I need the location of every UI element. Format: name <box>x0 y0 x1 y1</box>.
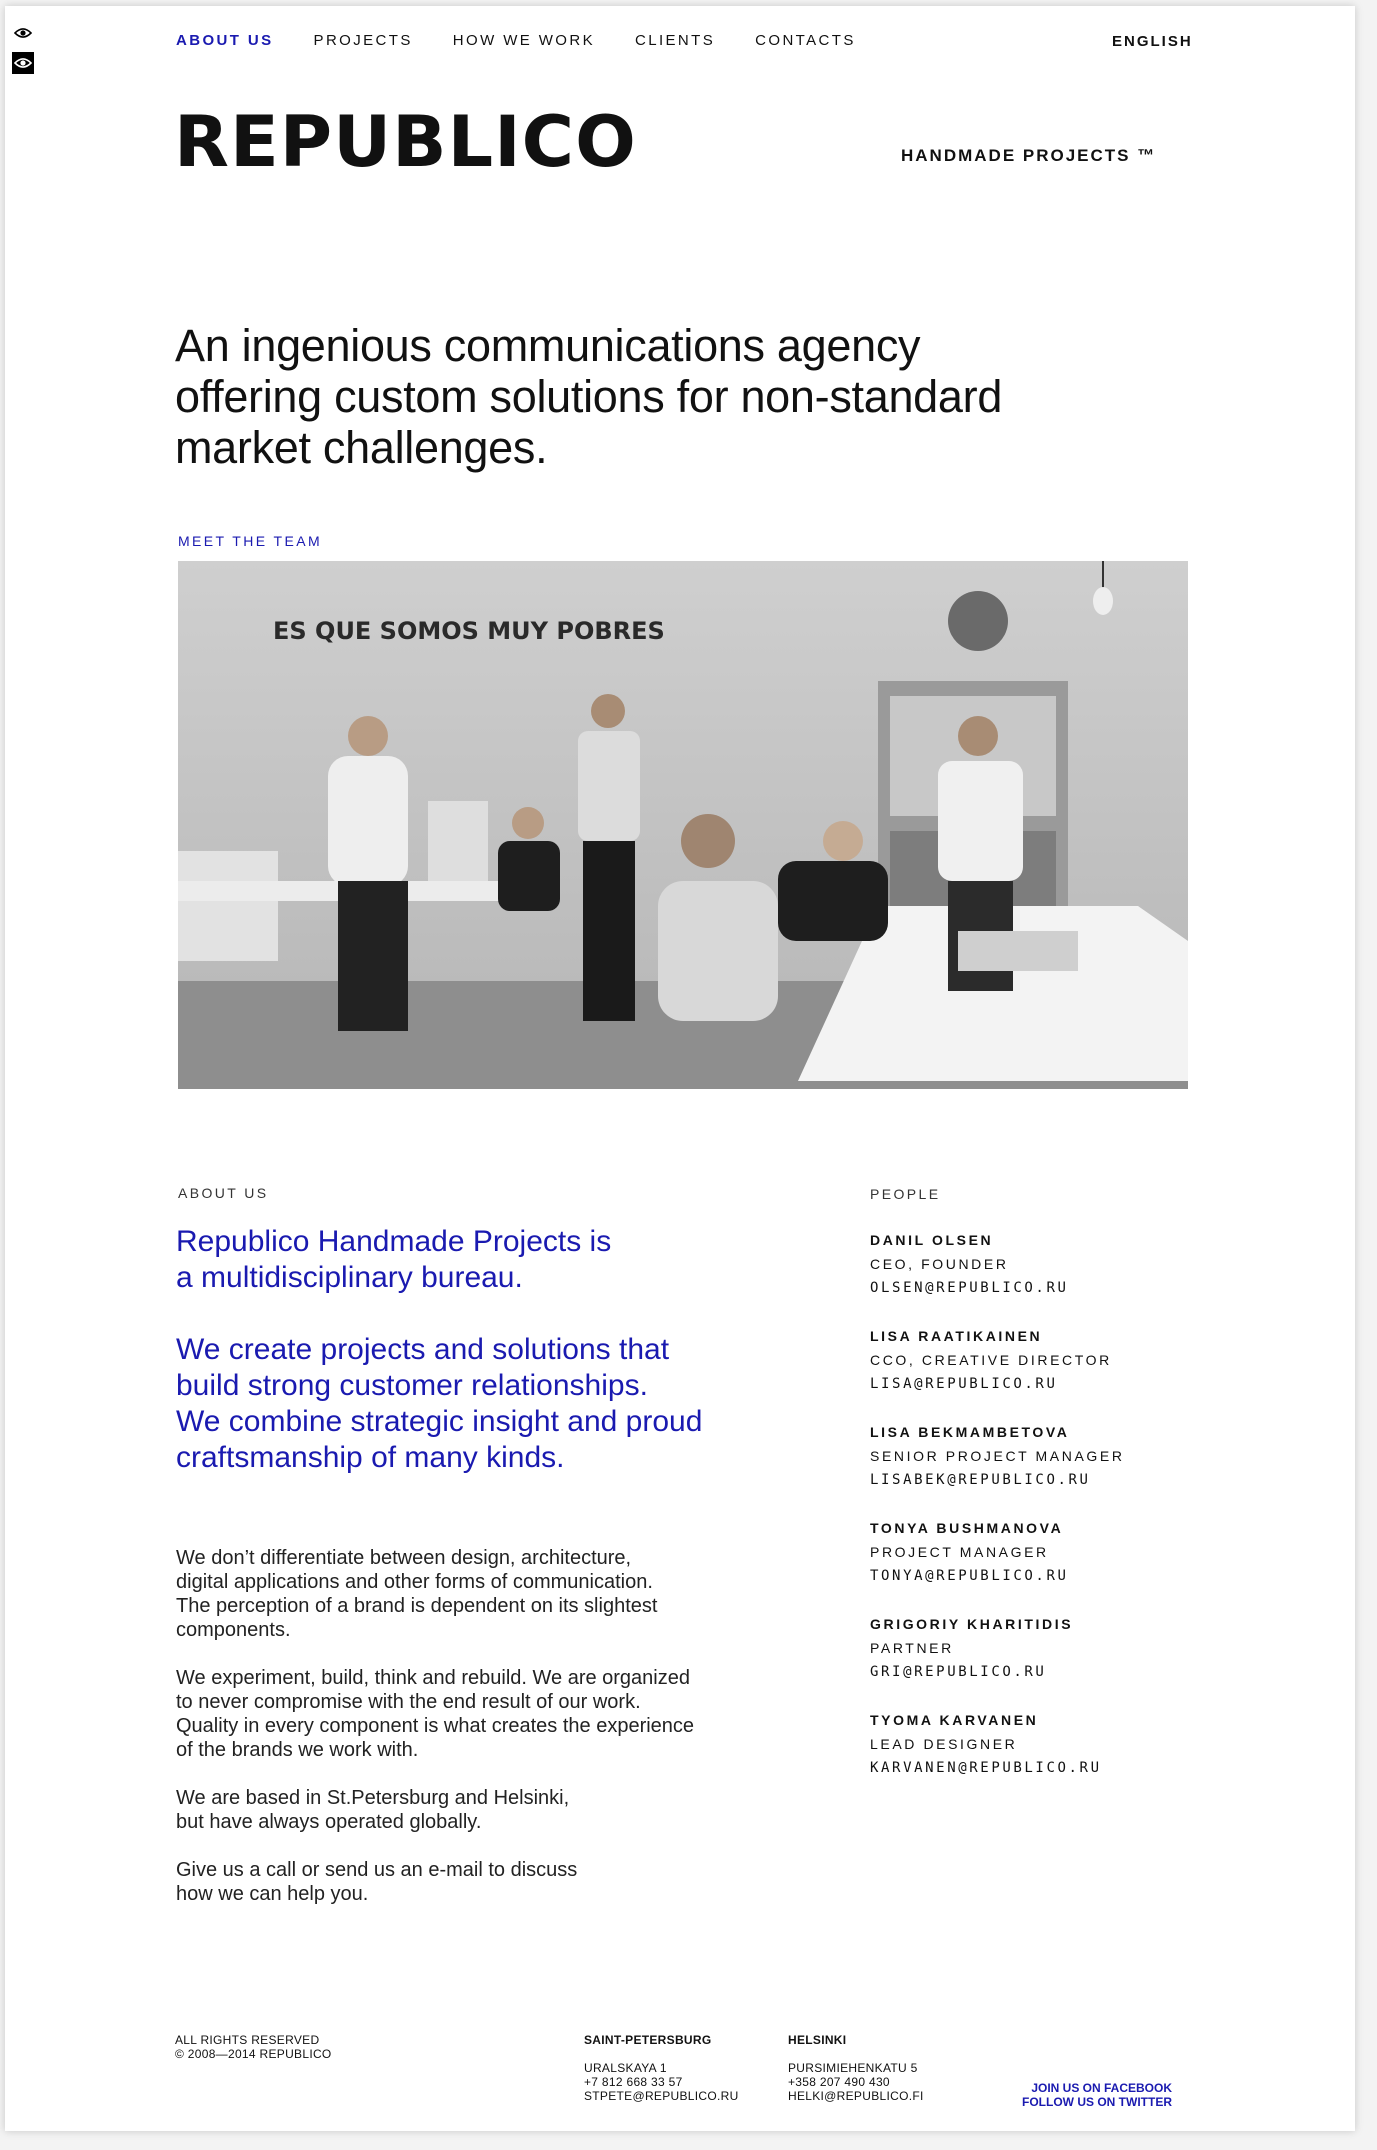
city-name: SAINT-PETERSBURG <box>584 2033 712 2047</box>
intro-paragraph <box>176 1332 816 1476</box>
person-role: SENIOR PROJECT MANAGER <box>870 1448 1125 1464</box>
twitter-link[interactable]: FOLLOW US ON TWITTER <box>1022 2095 1172 2109</box>
intro-line: a multidisciplinary bureau. <box>176 1261 523 1294</box>
eye-icon[interactable] <box>12 52 34 74</box>
footer-helsinki <box>788 2033 924 2103</box>
body-line: of the brands we work with. <box>176 1739 419 1761</box>
intro-paragraph <box>176 1224 816 1296</box>
footer-copyright <box>175 2033 332 2061</box>
meet-the-team-link[interactable]: MEET THE TEAM <box>178 533 322 549</box>
person-email-link[interactable]: TONYA@REPUBLICO.RU <box>870 1568 1069 1584</box>
email-link[interactable]: HELKI@REPUBLICO.FI <box>788 2089 924 2103</box>
tagline: HANDMADE PROJECTS ™ <box>901 146 1157 165</box>
social-links <box>1000 2081 1172 2109</box>
person-name: TYOMA KARVANEN <box>870 1712 1039 1728</box>
intro-line: We combine strategic insight and proud <box>176 1405 703 1438</box>
nav-contacts[interactable]: CONTACTS <box>755 32 856 49</box>
nav-clients[interactable]: CLIENTS <box>634 32 716 49</box>
person-email-link[interactable]: LISABEK@REPUBLICO.RU <box>870 1472 1091 1488</box>
phone[interactable]: +358 207 490 430 <box>788 2075 890 2089</box>
main-nav <box>176 32 896 50</box>
intro-line: We create projects and solutions that <box>176 1333 670 1366</box>
people-list <box>870 1228 1290 1804</box>
body-paragraph <box>176 1858 796 1906</box>
person-card <box>870 1516 1290 1588</box>
body-paragraph <box>176 1546 796 1642</box>
body-line: We don’t differentiate between design, architecture, <box>176 1547 632 1569</box>
hero-line: market challenges. <box>175 422 548 473</box>
body-line: Give us a call or send us an e-mail to discuss <box>176 1859 578 1881</box>
about-body <box>176 1546 796 1930</box>
about-intro <box>176 1224 816 1512</box>
nav-how-we-work[interactable]: HOW WE WORK <box>452 32 595 49</box>
person-card <box>870 1708 1290 1780</box>
person-email-link[interactable]: LISA@REPUBLICO.RU <box>870 1376 1058 1392</box>
facebook-link[interactable]: JOIN US ON FACEBOOK <box>1031 2081 1172 2095</box>
person-name: GRIGORIY KHARITIDIS <box>870 1616 1074 1632</box>
body-line: digital applications and other forms of communication. <box>176 1571 653 1593</box>
body-line: The perception of a brand is dependent on its slightest <box>176 1595 658 1617</box>
phone[interactable]: +7 812 668 33 57 <box>584 2075 683 2089</box>
nav-about-us[interactable]: ABOUT US <box>176 32 274 49</box>
person-name: LISA BEKMAMBETOVA <box>870 1424 1070 1440</box>
person-role: CEO, FOUNDER <box>870 1256 1009 1272</box>
person-email-link[interactable]: OLSEN@REPUBLICO.RU <box>870 1280 1069 1296</box>
person-role: PARTNER <box>870 1640 954 1656</box>
copyright-text: © 2008—2014 REPUBLICO <box>175 2047 332 2061</box>
intro-line: craftsmanship of many kinds. <box>176 1441 565 1474</box>
person-card <box>870 1324 1290 1396</box>
body-paragraph <box>176 1666 796 1762</box>
body-line: components. <box>176 1619 291 1641</box>
team-photo <box>178 561 1188 1089</box>
address: URALSKAYA 1 <box>584 2061 667 2075</box>
footer-spb <box>584 2033 739 2103</box>
body-line: We are based in St.Petersburg and Helsinki, <box>176 1787 570 1809</box>
wall-text: ES QUE SOMOS MUY POBRES <box>273 617 665 645</box>
person-name: LISA RAATIKAINEN <box>870 1328 1043 1344</box>
language-switch[interactable]: ENGLISH <box>1112 33 1193 50</box>
logo[interactable]: REPUBLICO <box>174 101 637 183</box>
person-name: TONYA BUSHMANOVA <box>870 1520 1064 1536</box>
email-link[interactable]: STPETE@REPUBLICO.RU <box>584 2089 739 2103</box>
city-name: HELSINKI <box>788 2033 847 2047</box>
hero-line: An ingenious communications agency <box>175 320 921 371</box>
body-line: to never compromise with the end result of our work. <box>176 1691 641 1713</box>
person-role: PROJECT MANAGER <box>870 1544 1049 1560</box>
body-line: We experiment, build, think and rebuild. We are organized <box>176 1667 690 1689</box>
rights-text: ALL RIGHTS RESERVED <box>175 2033 320 2047</box>
address: PURSIMIEHENKATU 5 <box>788 2061 918 2075</box>
person-name: DANIL OLSEN <box>870 1232 994 1248</box>
hero-line: offering custom solutions for non-standard <box>175 371 1003 422</box>
person-card <box>870 1612 1290 1684</box>
intro-line: Republico Handmade Projects is <box>176 1225 612 1258</box>
intro-line: build strong customer relationships. <box>176 1369 648 1402</box>
person-role: LEAD DESIGNER <box>870 1736 1018 1752</box>
person-card <box>870 1420 1290 1492</box>
person-email-link[interactable]: GRI@REPUBLICO.RU <box>870 1664 1047 1680</box>
about-us-label: ABOUT US <box>178 1185 269 1201</box>
person-role: CCO, CREATIVE DIRECTOR <box>870 1352 1112 1368</box>
body-line: Quality in every component is what creates the experience <box>176 1715 695 1737</box>
nav-projects[interactable]: PROJECTS <box>313 32 413 49</box>
body-paragraph <box>176 1786 796 1834</box>
person-email-link[interactable]: KARVANEN@REPUBLICO.RU <box>870 1760 1102 1776</box>
eye-icon[interactable] <box>12 22 34 44</box>
body-line: but have always operated globally. <box>176 1811 482 1833</box>
person-card <box>870 1228 1290 1300</box>
body-line: how we can help you. <box>176 1883 369 1905</box>
people-label: PEOPLE <box>870 1186 941 1202</box>
hero-heading <box>175 320 1155 473</box>
